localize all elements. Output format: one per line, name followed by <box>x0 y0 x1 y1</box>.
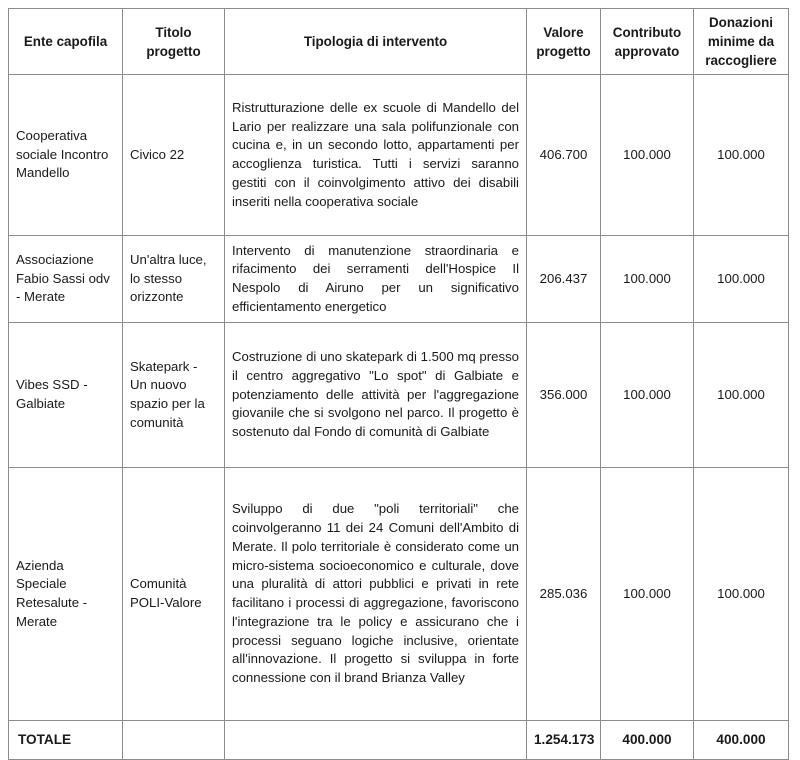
cell-tipologia-intervento: Costruzione di uno skatepark di 1.500 mq presso il centro aggregativo "Lo spot" di Galbiate e potenziamento delle attività per l'aggregazione giovanile che si svolgono nel parco. Il progetto è sostenuto dal Fondo di comunità di Galbiate <box>225 323 527 468</box>
header-text-donazioni-line1: Donazioni <box>709 15 773 30</box>
cell-ente-capofila: Vibes SSD - Galbiate <box>9 323 123 468</box>
table-row <box>9 75 789 236</box>
cell-contributo-approvato: 100.000 <box>601 75 694 236</box>
cell-contributo-approvato: 100.000 <box>601 468 694 721</box>
grant-table-container <box>8 8 788 760</box>
cell-ente-capofila: Azienda Speciale Retesalute - Merate <box>9 468 123 721</box>
cell-titolo-progetto: Un'altra luce, lo stesso orizzonte <box>123 236 225 323</box>
cell-valore-progetto: 206.437 <box>527 236 601 323</box>
cell-tipologia-intervento: Ristrutturazione delle ex scuole di Mandello del Lario per realizzare una sala polifunzionale con cucina e, in un secondo lotto, appartamenti per accoglienza turistica. Tutti i servizi saranno gestiti con il coinvolgimento attivo dei disabili inseriti nella cooperativa sociale <box>225 75 527 236</box>
header-text-tipologia: Tipologia di intervento <box>303 34 448 50</box>
cell-valore-progetto: 285.036 <box>527 468 601 721</box>
table-body <box>9 75 789 760</box>
column-header-titolo-progetto <box>123 9 225 75</box>
grant-projects-table <box>8 8 789 760</box>
cell-total-titolo <box>123 721 225 760</box>
cell-donazioni-minime: 100.000 <box>694 236 789 323</box>
column-header-tipologia-intervento <box>225 9 527 75</box>
column-header-ente-capofila <box>9 9 123 75</box>
cell-contributo-approvato: 100.000 <box>601 236 694 323</box>
cell-total-contributo: 400.000 <box>601 721 694 760</box>
cell-valore-progetto: 356.000 <box>527 323 601 468</box>
header-text-contributo-line1: Contributo <box>612 24 682 40</box>
table-row <box>9 468 789 721</box>
cell-total-tipologia <box>225 721 527 760</box>
cell-donazioni-minime: 100.000 <box>694 468 789 721</box>
header-text-titolo-line1: Titolo <box>155 24 192 40</box>
header-text-titolo-line2: progetto <box>146 43 201 59</box>
cell-ente-capofila: Cooperativa sociale Incontro Mandello <box>9 75 123 236</box>
cell-total-label: TOTALE <box>9 721 123 760</box>
cell-titolo-progetto: Comunità POLI-Valore <box>123 468 225 721</box>
header-text-donazioni-line3: raccogliere <box>705 53 777 69</box>
table-total-row <box>9 721 789 760</box>
header-text-valore-line1: Valore <box>543 24 584 40</box>
table-row <box>9 236 789 323</box>
header-text-donazioni-line2: minime da <box>707 34 775 50</box>
cell-titolo-progetto: Skatepark - Un nuovo spazio per la comunità <box>123 323 225 468</box>
cell-titolo-progetto: Civico 22 <box>123 75 225 236</box>
header-text-valore-line2: progetto <box>536 43 591 59</box>
cell-total-valore: 1.254.173 <box>527 721 601 760</box>
cell-tipologia-intervento: Sviluppo di due "poli territoriali" che coinvolgeranno 11 dei 24 Comuni dell'Ambito di Merate. Il polo territoriale è considerato come un micro-sistema socioeconomico e culturale, dove una pluralità di attori pubblici e privati in rete facilitano i processi di aggregazione, favoriscono l'integrazione tra le policy e assicurano che i processi seguano logiche inclusive, orientate all'innovazione. Il progetto si sviluppa in forte connessione con il brand Brianza Valley <box>225 468 527 721</box>
header-text-ente: Ente capofila <box>23 34 108 50</box>
column-header-contributo-approvato <box>601 9 694 75</box>
header-text-contributo-line2: approvato <box>614 43 680 59</box>
cell-contributo-approvato: 100.000 <box>601 323 694 468</box>
column-header-valore-progetto <box>527 9 601 75</box>
cell-ente-capofila: Associazione Fabio Sassi odv - Merate <box>9 236 123 323</box>
cell-total-donazioni: 400.000 <box>694 721 789 760</box>
cell-donazioni-minime: 100.000 <box>694 75 789 236</box>
cell-tipologia-intervento: Intervento di manutenzione straordinaria e rifacimento dei serramenti dell'Hospice Il Nespolo di Airuno per un significativo efficientamento energetico <box>225 236 527 323</box>
table-row <box>9 323 789 468</box>
header-row <box>9 9 789 75</box>
column-header-donazioni-minime <box>694 9 789 75</box>
cell-donazioni-minime: 100.000 <box>694 323 789 468</box>
table-header <box>9 9 789 75</box>
cell-valore-progetto: 406.700 <box>527 75 601 236</box>
